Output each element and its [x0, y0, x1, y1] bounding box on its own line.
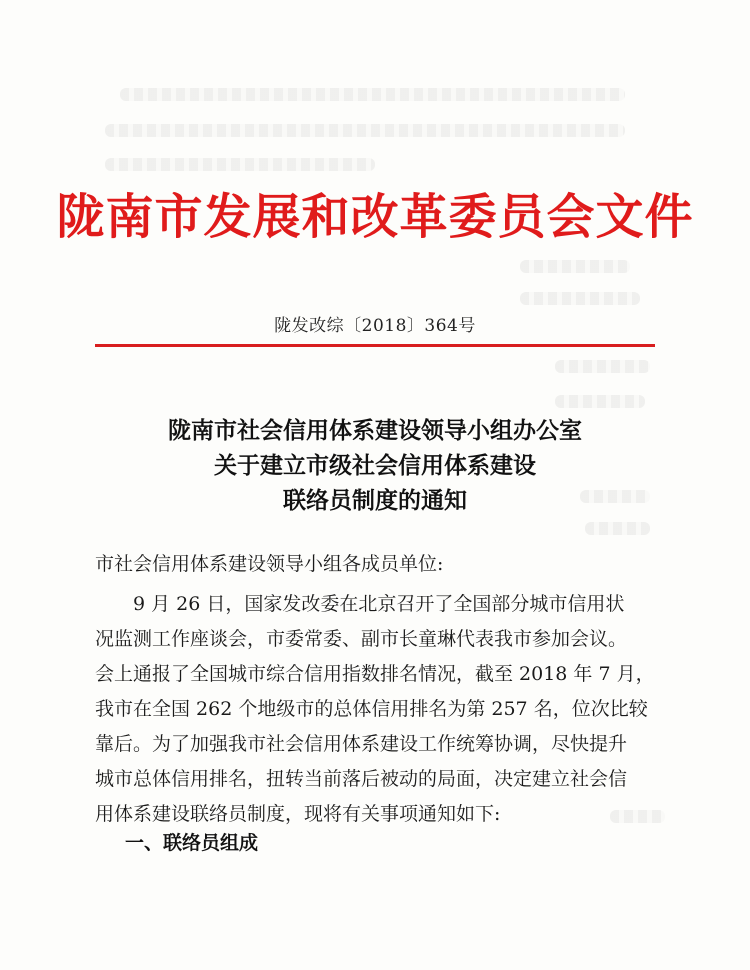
- paragraph-line: 我市在全国 262 个地级市的总体信用排名为第 257 名，位次比较: [95, 698, 648, 720]
- document-header-title: 陇南市发展和改革委员会文件: [56, 189, 694, 245]
- bleed-through-line: [555, 395, 645, 408]
- paragraph-line: 用体系建设联络员制度，现将有关事项通知如下:: [95, 803, 501, 825]
- paragraph-line: 9 月 26 日，国家发改委在北京召开了全国部分城市信用状: [133, 593, 625, 615]
- bleed-through-line: [105, 158, 375, 171]
- notice-title-line: 陇南市社会信用体系建设领导小组办公室: [168, 417, 582, 444]
- notice-title: [0, 413, 750, 518]
- bleed-through-line: [555, 360, 650, 373]
- section-heading: 一、联络员组成: [125, 832, 259, 854]
- bleed-through-line: [120, 88, 625, 101]
- notice-title-line: 关于建立市级社会信用体系建设: [214, 452, 536, 479]
- bleed-through-line: [520, 260, 630, 273]
- body-paragraph: [95, 587, 665, 832]
- bleed-through-line: [105, 124, 625, 137]
- document-number: 陇发改综〔2018〕364号: [274, 316, 476, 336]
- paragraph-line: 会上通报了全国城市综合信用指数排名情况，截至 2018 年 7 月，: [95, 663, 655, 685]
- bleed-through-line: [520, 292, 640, 305]
- red-divider-rule: [95, 344, 655, 347]
- paragraph-line: 城市总体信用排名，扭转当前落后被动的局面，决定建立社会信: [95, 768, 628, 790]
- salutation: 市社会信用体系建设领导小组各成员单位:: [95, 553, 444, 575]
- bleed-through-line: [585, 522, 650, 535]
- notice-title-line: 联络员制度的通知: [283, 487, 467, 514]
- paragraph-line: 况监测工作座谈会，市委常委、副市长童琳代表我市参加会议。: [95, 628, 628, 650]
- paragraph-line: 靠后。为了加强我市社会信用体系建设工作统筹协调，尽快提升: [95, 733, 628, 755]
